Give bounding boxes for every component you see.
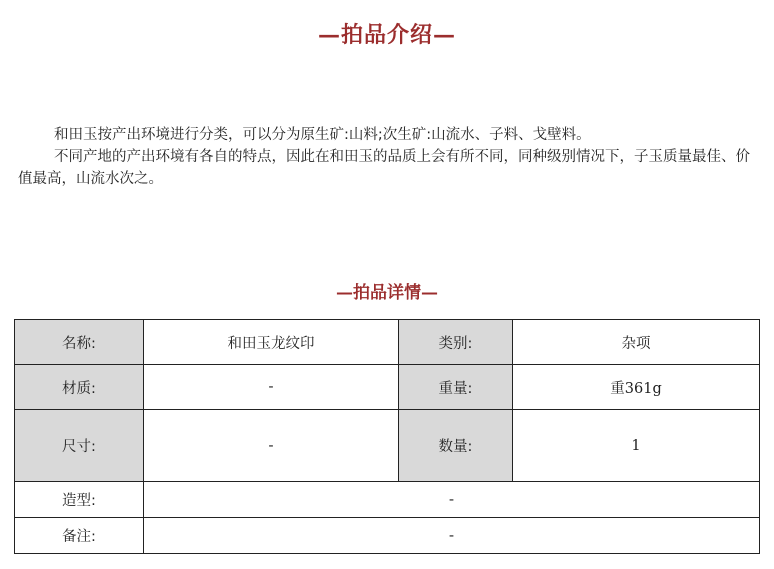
remark-value: - <box>144 518 760 554</box>
intro-title: —拍品介绍— <box>317 22 456 48</box>
table-row <box>15 410 760 482</box>
intro-paragraph: 和田玉按产出环境进行分类，可以分为原生矿:山料;次生矿:山流水、子料、戈壁料。 <box>54 127 591 143</box>
shape-value: - <box>144 482 760 518</box>
material-value: - <box>144 365 399 410</box>
category-label: 类别: <box>399 320 513 365</box>
weight-value: 重361g <box>513 365 760 410</box>
table-row <box>15 365 760 410</box>
intro-paragraph: 不同产地的产出环境有各自的特点，因此在和田玉的品质上会有所不同，同种级别情况下，子玉质量最佳、价值最高，山流水次之。 <box>18 149 750 187</box>
category-value: 杂项 <box>513 320 760 365</box>
name-label: 名称: <box>15 320 144 365</box>
table-row <box>15 320 760 365</box>
material-label: 材质: <box>15 365 144 410</box>
table-row <box>15 518 760 554</box>
quantity-value: 1 <box>513 410 760 482</box>
quantity-label: 数量: <box>399 410 513 482</box>
size-label: 尺寸: <box>15 410 144 482</box>
intro-text <box>18 124 758 190</box>
size-value: - <box>144 410 399 482</box>
detail-table <box>14 319 760 554</box>
detail-title: —拍品详情— <box>336 283 438 303</box>
table-row <box>15 482 760 518</box>
name-value: 和田玉龙纹印 <box>144 320 399 365</box>
weight-label: 重量: <box>399 365 513 410</box>
remark-label: 备注: <box>15 518 144 554</box>
shape-label: 造型: <box>15 482 144 518</box>
